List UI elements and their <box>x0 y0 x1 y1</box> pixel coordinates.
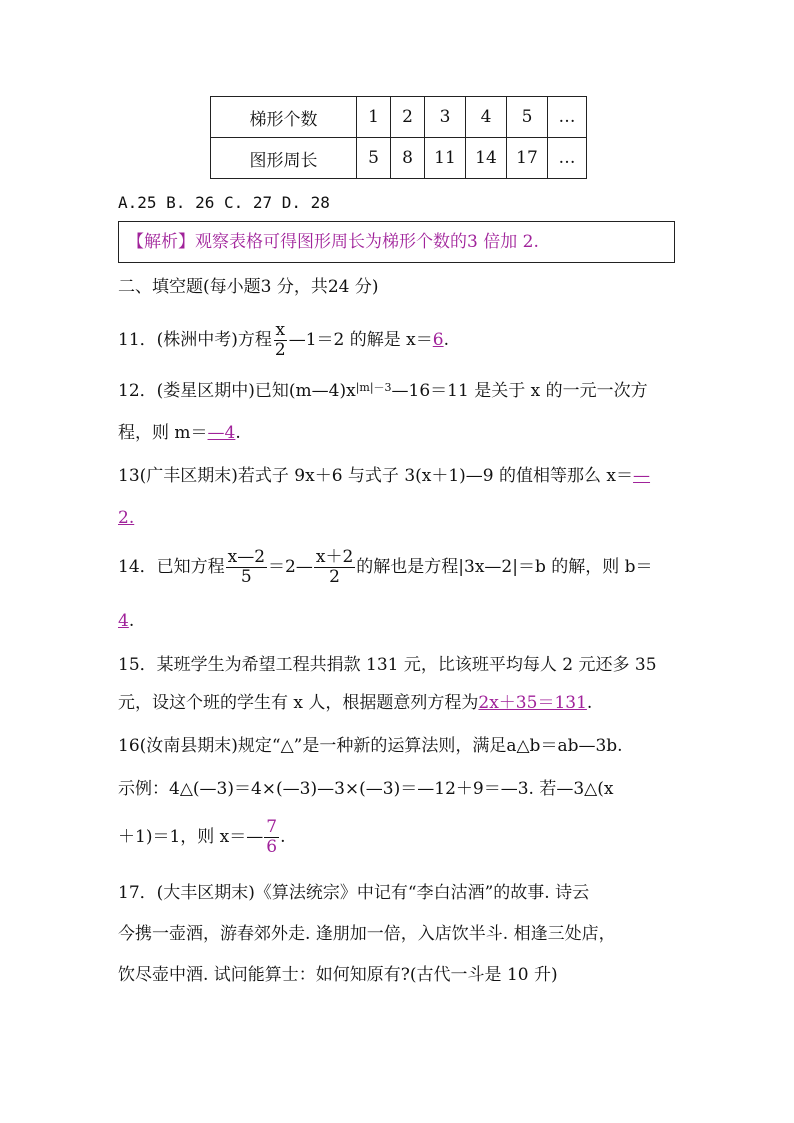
data-table <box>210 96 587 179</box>
analysis-line <box>127 231 539 253</box>
table-cell: … <box>548 97 587 138</box>
question-17-line1: 17．(大丰区期末)《算法统宗》中记有“李白沽酒”的故事. 诗云 <box>118 883 590 903</box>
q16-fraction-num: 7 <box>266 817 278 837</box>
question-13-line2 <box>118 507 134 529</box>
question-14-line1 <box>118 547 653 587</box>
q16-answer-fraction <box>264 818 279 857</box>
table-cell: 1 <box>357 97 391 138</box>
question-15-line1: 15．某班学生为希望工程共捐款 131 元，比该班平均每人 2 元还多 35 <box>118 655 657 675</box>
q14-mid: ＝2— <box>268 557 313 577</box>
q14-fraction-2-num: x＋2 <box>315 547 354 567</box>
table-row <box>211 97 587 138</box>
q11-prefix: 11．(株洲中考)方程 <box>118 330 272 350</box>
q13-answer-part2: 2. <box>118 508 135 528</box>
q12-answer: —4 <box>207 423 236 443</box>
q14-fraction-1-den: 5 <box>240 567 252 587</box>
q15-end: . <box>586 693 593 713</box>
table-row-label: 图形周长 <box>211 138 357 179</box>
question-16-line2: 示例：4△(—3)＝4×(—3)—3×(—3)＝—12＋9＝—3. 若—3△(x <box>118 779 614 799</box>
q14-fraction-1 <box>226 548 267 587</box>
table-row <box>211 138 587 179</box>
q11-fraction <box>273 321 288 360</box>
q14-fraction-2-den: 2 <box>329 567 340 587</box>
q16-text: ＋1)＝1，则 x＝— <box>118 827 264 847</box>
question-16-line3 <box>118 815 286 859</box>
question-15-line2 <box>118 692 592 714</box>
table-cell: … <box>548 138 587 179</box>
q11-fraction-num: x <box>275 320 286 340</box>
question-17-line2: 今携一壶酒，游春郊外走. 逢朋加一倍，入店饮半斗. 相逢三处店， <box>118 924 616 944</box>
table-cell: 2 <box>391 97 425 138</box>
table-cell: 17 <box>507 138 548 179</box>
q16-end: . <box>280 827 286 847</box>
table-row-label: 梯形个数 <box>211 97 357 138</box>
question-12-line1 <box>118 380 648 402</box>
q15-answer: 2x＋35＝131 <box>478 693 587 713</box>
q11-fraction-den: 2 <box>274 340 286 360</box>
q13-answer-part1: — <box>633 466 651 486</box>
analysis-tag: 【解析】 <box>127 232 195 252</box>
table-cell: 8 <box>391 138 425 179</box>
question-11 <box>118 320 449 360</box>
q14-end: . <box>128 611 135 631</box>
q14-answer: 4 <box>118 611 129 631</box>
question-13-line1 <box>118 465 650 487</box>
q11-end: . <box>443 330 449 350</box>
table-cell: 4 <box>466 97 507 138</box>
table-cell: 14 <box>466 138 507 179</box>
question-12-line2 <box>118 422 241 444</box>
answer-choices: A.25 B. 26 C. 27 D. 28 <box>118 193 330 212</box>
q14-suffix: 的解也是方程|3x—2|＝b 的解，则 b＝ <box>356 557 653 577</box>
table-cell: 3 <box>425 97 466 138</box>
analysis-box <box>118 221 675 263</box>
q16-fraction-den: 6 <box>266 837 278 857</box>
table-cell: 5 <box>357 138 391 179</box>
q12-text-a: 12．(娄星区期中)已知(m—4)x <box>118 381 356 401</box>
q12-text-b: —16＝11 是关于 x 的一元一次方 <box>391 381 648 401</box>
question-14-line2 <box>118 610 134 632</box>
q14-fraction-2 <box>314 548 355 587</box>
table-cell: 11 <box>425 138 466 179</box>
section-heading: 二、填空题(每小题3 分，共24 分) <box>118 277 379 297</box>
q11-middle: —1＝2 的解是 x＝ <box>288 330 433 350</box>
question-16-line1: 16(汝南县期末)规定“△”是一种新的运算法则，满足a△b＝ab—3b. <box>118 736 623 756</box>
analysis-text: 观察表格可得图形周长为梯形个数的3 倍加 2. <box>195 232 539 252</box>
q14-fraction-1-num: x—2 <box>227 547 266 567</box>
q14-prefix: 14．已知方程 <box>118 557 225 577</box>
table-cell: 5 <box>507 97 548 138</box>
q12-end: . <box>235 423 241 443</box>
q15-text: 元，设这个班的学生有 x 人，根据题意列方程为 <box>118 693 479 713</box>
q12-exponent: |m|－3 <box>355 381 392 394</box>
question-17-line3: 饮尽壶中酒. 试问能算士：如何知原有?(古代一斗是 10 升) <box>118 965 558 985</box>
q12-text-c: 程，则 m＝ <box>118 423 208 443</box>
q13-text: 13(广丰区期末)若式子 9x＋6 与式子 3(x＋1)—9 的值相等那么 x＝ <box>118 466 634 486</box>
q11-answer: 6 <box>432 330 444 350</box>
